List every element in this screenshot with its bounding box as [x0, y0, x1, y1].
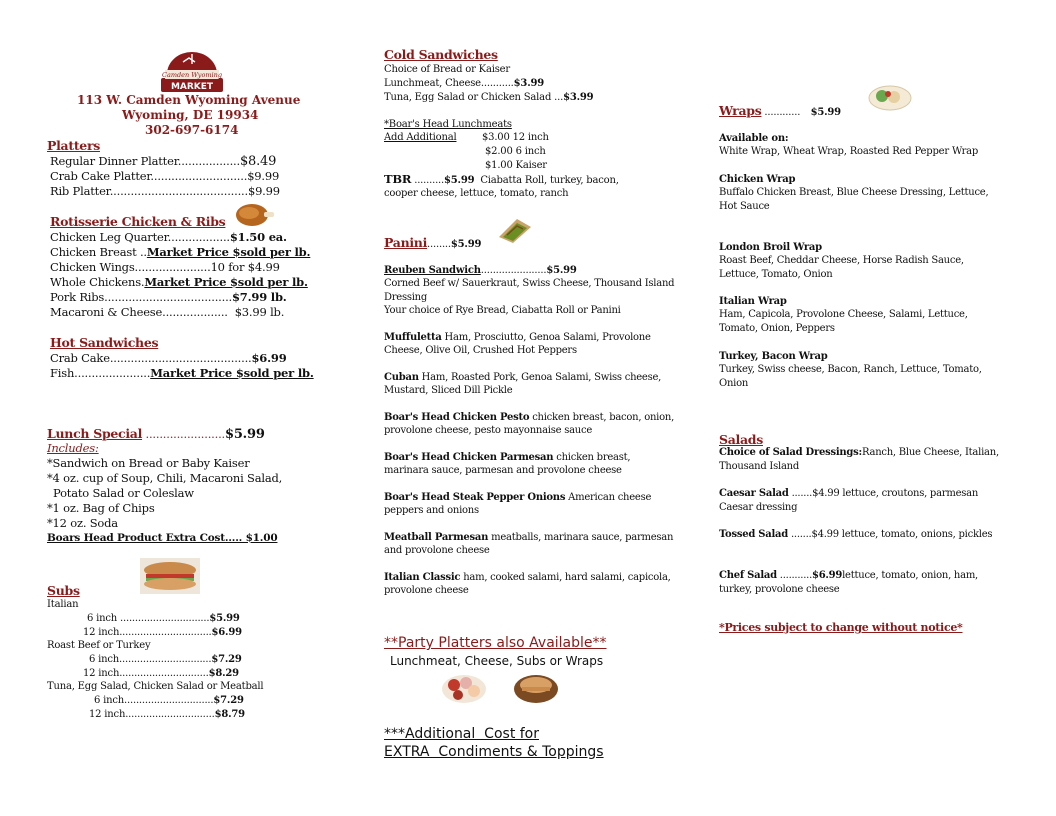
party-platters-subtitle: Lunchmeat, Cheese, Subs or Wraps — [390, 654, 604, 668]
hot-sandwiches-title: Hot Sandwiches — [50, 335, 159, 350]
salads-title: Salads — [719, 432, 763, 447]
cold-sandwiches-title: Cold Sandwiches — [384, 47, 498, 62]
list-item: Italian Classic ham, cooked salami, hard salami, capicola, provolone cheese — [384, 571, 671, 596]
party-platter-icon — [440, 671, 560, 709]
sub-group-name: Roast Beef or Turkey — [47, 640, 151, 651]
sub-size-row: 6 inch ..............................$5.99 — [87, 613, 240, 624]
list-item: Pork Ribs.....................................$7.99 lb. — [50, 290, 287, 304]
cold-line2: Lunchmeat, Cheese...........$3.99 — [384, 78, 544, 89]
cold-line3: Tuna, Egg Salad or Chicken Salad ...$3.99 — [384, 92, 594, 103]
subs-list — [47, 598, 263, 721]
sub-group-name: Tuna, Egg Salad, Chicken Salad or Meatball — [47, 681, 264, 692]
svg-text:MARKET: MARKET — [170, 82, 214, 92]
add-price-2: $2.00 6 inch — [485, 146, 546, 157]
list-item: Macaroni & Cheese................... $3.99 lb. — [50, 305, 285, 319]
address: 113 W. Camden Wyoming Avenue — [77, 93, 301, 107]
add-price-1: $3.00 12 inch — [482, 132, 549, 143]
party-platters-title: **Party Platters also Available** — [384, 635, 607, 651]
platters-list — [50, 154, 280, 199]
wraps-header: Wraps ............ $5.99 — [719, 103, 841, 118]
salad-dressings: Choice of Salad Dressings:Ranch, Blue Cheese, Italian, Thousand Island — [719, 447, 999, 472]
list-item: *12 oz. Soda — [47, 516, 118, 530]
available-desc: White Wrap, Wheat Wrap, Roasted Red Pepper Wrap — [719, 146, 979, 157]
lunch-includes: Includes: — [47, 441, 99, 455]
add-additional-label: Add Additional — [384, 132, 457, 143]
list-item: Reuben Sandwich......................$5.99 Corned Beef w/ Sauerkraut, Swiss Cheese, Thousand Island Dressing Your choice of Rye Bread, Ciabatta Roll or Panini — [384, 265, 675, 316]
tbr-line: TBR ..........$5.99 Ciabatta Roll, turkey, bacon, — [384, 172, 619, 186]
list-item: Meatball Parmesan meatballs, marinara sauce, parmesan and provolone cheese — [384, 531, 674, 556]
available-label: Available on: — [719, 133, 789, 144]
list-item: Fish......................Market Price $sold per lb. — [50, 366, 314, 380]
list-item: Chicken Breast ..Market Price $sold per lb. — [50, 245, 311, 259]
lunch-special-header: Lunch Special .......................$5.99 — [47, 426, 265, 442]
list-item: Whole Chickens.Market Price $sold per lb. — [50, 275, 308, 289]
list-item: Chicken Wings......................10 for $4.99 — [50, 260, 280, 274]
cold-line1: Choice of Bread or Kaiser — [384, 64, 510, 75]
svg-text:Camden Wyoming: Camden Wyoming — [162, 71, 222, 79]
rotisserie-title: Rotisserie Chicken & Ribs — [50, 214, 226, 229]
sub-size-row: 6 inch..............................$7.29 — [94, 695, 244, 706]
platters-title: Platters — [47, 138, 100, 153]
market-logo-icon — [159, 50, 225, 94]
list-item: Boar's Head Chicken Pesto chicken breast, bacon, onion, provolone cheese, pesto mayonnaise sauce — [384, 411, 675, 436]
sub-size-row: 12 inch...............................$6.99 — [83, 626, 242, 638]
sub-size-row: 12 inch..............................$8.79 — [89, 708, 245, 720]
list-item: *Sandwich on Bread or Baby Kaiser — [47, 456, 250, 470]
salad-item-tossed: Tossed Salad .......$4.99 lettuce, tomato, onions, pickles — [719, 529, 993, 540]
wrap-icon — [867, 82, 913, 118]
phone: 302-697-6174 — [145, 123, 239, 137]
sub-sandwich-icon — [140, 558, 200, 598]
list-item: Chicken Leg Quarter..................$1.50 ea. — [50, 230, 287, 244]
list-item: Boar's Head Chicken Parmesan chicken breast, marinara sauce, parmesan and provolone cheese — [384, 451, 631, 476]
salad-item-chef: Chef Salad ...........$6.99lettuce, tomato, onion, ham, turkey, provolone cheese — [719, 570, 978, 595]
add-price-3: $1.00 Kaiser — [485, 160, 547, 171]
wraps-item-chicken: Chicken Wrap Buffalo Chicken Breast, Blue Cheese Dressing, Lettuce, Hot Sauce — [719, 174, 989, 212]
wraps-item-turkey: Turkey, Bacon Wrap Turkey, Swiss cheese, Bacon, Ranch, Lettuce, Tomato, Onion — [719, 351, 982, 389]
list-item: Muffuletta Ham, Prosciutto, Genoa Salami, Provolone Cheese, Olive Oil, Crushed Hot Peppers — [384, 331, 651, 356]
sub-size-row: 6 inch...............................$7.29 — [89, 654, 242, 665]
subs-title: Subs — [47, 583, 80, 598]
salad-item-caesar: Caesar Salad .......$4.99 lettuce, croutons, parmesan Caesar dressing — [719, 488, 979, 513]
list-item: Cuban Ham, Roasted Pork, Genoa Salami, Swiss cheese, Mustard, Sliced Dill Pickle — [384, 371, 662, 396]
list-item: Boar's Head Steak Pepper Onions American cheese peppers and onions — [384, 491, 652, 516]
list-item: *1 oz. Bag of Chips — [47, 501, 155, 515]
list-item: Crab Cake.........................................$6.99 — [50, 351, 287, 365]
hot-list — [50, 351, 314, 381]
list-item: Crab Cake Platter............................$9.99 — [50, 169, 280, 183]
panini-list — [384, 264, 676, 598]
boars-head-lunchmeats: *Boar's Head Lunchmeats — [384, 119, 512, 130]
boars-head-extra: Boars Head Product Extra Cost….. $1.00 — [47, 532, 278, 544]
list-item: Rib Platter........................................$9.99 — [50, 184, 280, 198]
sub-size-row: 12 inch..............................$8.29 — [83, 667, 239, 679]
panini-icon — [497, 215, 533, 249]
city: Wyoming, DE 19934 — [122, 108, 259, 122]
sub-group-name: Italian — [47, 599, 79, 610]
tbr-desc: cooper cheese, lettuce, tomato, ranch — [384, 188, 569, 199]
wraps-item-italian: Italian Wrap Ham, Capicola, Provolone Cheese, Salami, Lettuce, Tomato, Onion, Peppers — [719, 296, 968, 334]
wraps-item-london: London Broil Wrap Roast Beef, Cheddar Cheese, Horse Radish Sauce, Lettuce, Tomato, Onion — [719, 242, 964, 280]
price-notice: *Prices subject to change without notice* — [719, 621, 963, 634]
additional-cost-line2: EXTRA Condiments & Toppings — [384, 744, 604, 760]
additional-cost-line1: ***Additional Cost for — [384, 726, 540, 742]
list-item: Regular Dinner Platter..................$8.49 — [50, 154, 277, 169]
list-item: Potato Salad or Coleslaw — [53, 486, 194, 500]
rotisserie-list — [50, 230, 310, 320]
lunch-lines — [47, 456, 282, 531]
list-item: *4 oz. cup of Soup, Chili, Macaroni Salad, — [47, 471, 283, 485]
panini-header: Panini........$5.99 — [384, 235, 482, 250]
chicken-leg-icon — [232, 201, 278, 233]
